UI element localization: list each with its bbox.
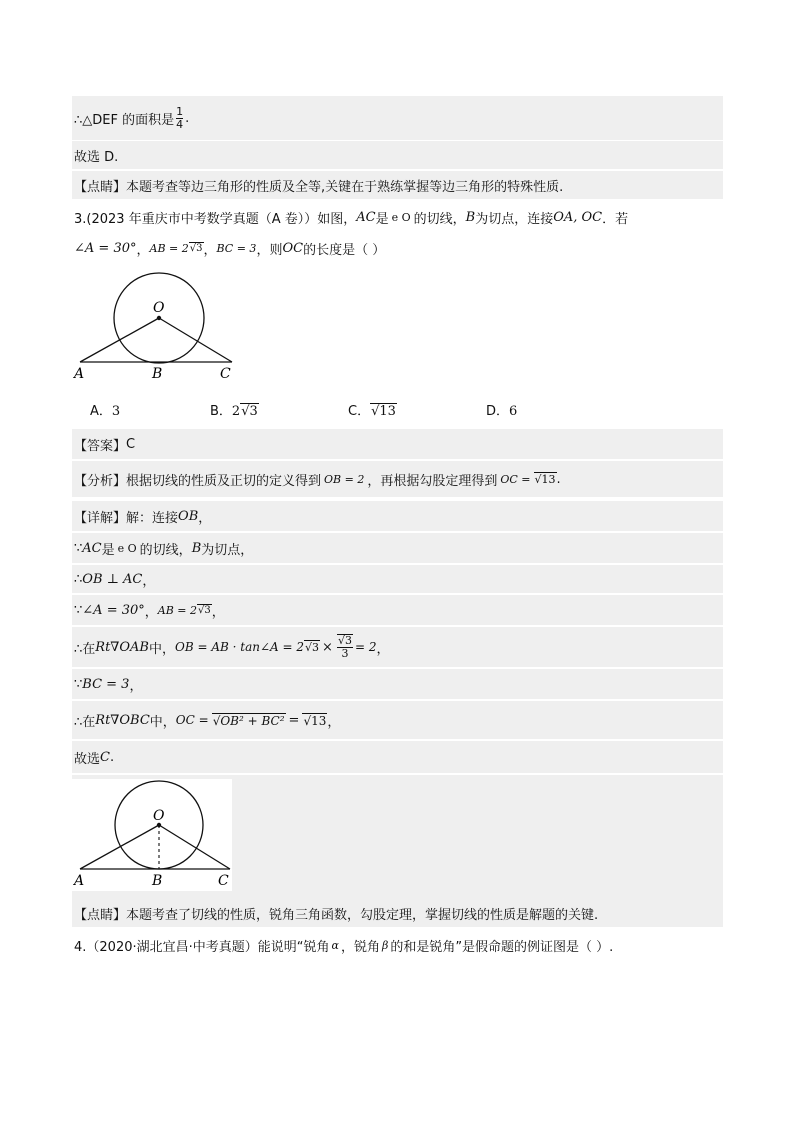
analysis-line: 【分析】 根据切线的性质及正切的定义得到 OB = 2 ，再根据勾股定理得到 OC = √13 . [72,461,723,497]
detail-line-4: ∵ ∠A = 30° ， AB = 2 √3 ， [72,595,723,625]
question-3-figure [72,270,242,382]
label-o: O [153,808,165,824]
label-c: C [218,873,229,889]
fraction-one-quarter: $\frac{1}{4}$ [176,104,184,131]
label-b: B [152,366,163,382]
segment-oc [159,825,230,869]
center-point [157,316,161,320]
option-a: A．3 [90,404,121,419]
detail-line-8: 故选 C . [72,741,723,773]
segment-oa [80,318,159,362]
option-c: C．√13 [348,404,396,419]
detail-line-2: ∵ AC 是 e O 的切线， B 为切点， [72,533,723,563]
option-b: B．2√3 [210,404,258,419]
segment-oa [80,825,159,869]
comment-line-2: 【点睛】 本题考查了切线的性质，锐角三角函数，勾股定理，掌握切线的性质是解题的关键. [72,899,723,927]
comment-line: 【点睛】 本题考查等边三角形的性质及全等,关键在于熟练掌握等边三角形的特殊性质. [72,171,723,199]
detail-line-6: ∵ BC = 3 ， [72,669,723,699]
label-b: B [152,873,163,889]
label-o: O [153,300,165,316]
label-a: A [74,873,85,889]
question-3-stem-line2: ∠A = 30° ， AB = 2 √3 ， BC = 3 ，则 OC 的长度是（ ） [74,240,386,258]
answer-line: 【答案】 C [72,429,723,459]
detail-line-1: 【详解】 解：连接 OB ， [72,501,723,531]
label-a: A [74,366,85,382]
choose-line: 故选 D. [72,141,723,169]
segment-oc [159,318,232,362]
area-conclusion: ∴△DEF 的面积是 $\frac{1}{4}$ . [72,96,723,140]
question-4-stem: 4.（2020·湖北宜昌·中考真题）能说明“锐角 α ，锐角 β 的和是锐角”是假命题的例证图是（ ）. [74,938,614,955]
label-c: C [220,366,231,382]
fraction-root3-over-3: $\frac{√3}{3}$ [337,634,352,660]
solution-figure [72,779,232,891]
option-d: D．6 [486,404,518,419]
question-3-stem-line1: 3.(2023 年重庆市中考数学真题（A 卷））如图， AC 是 e O 的切线， B 为切点，连接 OA, OC ．若 [74,209,629,227]
detail-line-5: ∴在 Rt∇OAB 中， OB = AB · tan∠A = 2 √3 × $\frac{√3}{3}$ = 2 ， [72,627,723,667]
detail-line-3: ∴ OB ⊥ AC ， [72,565,723,593]
detail-line-7: ∴在 Rt∇OBC 中， OC = √OB² + BC² = √13 ， [72,701,723,739]
